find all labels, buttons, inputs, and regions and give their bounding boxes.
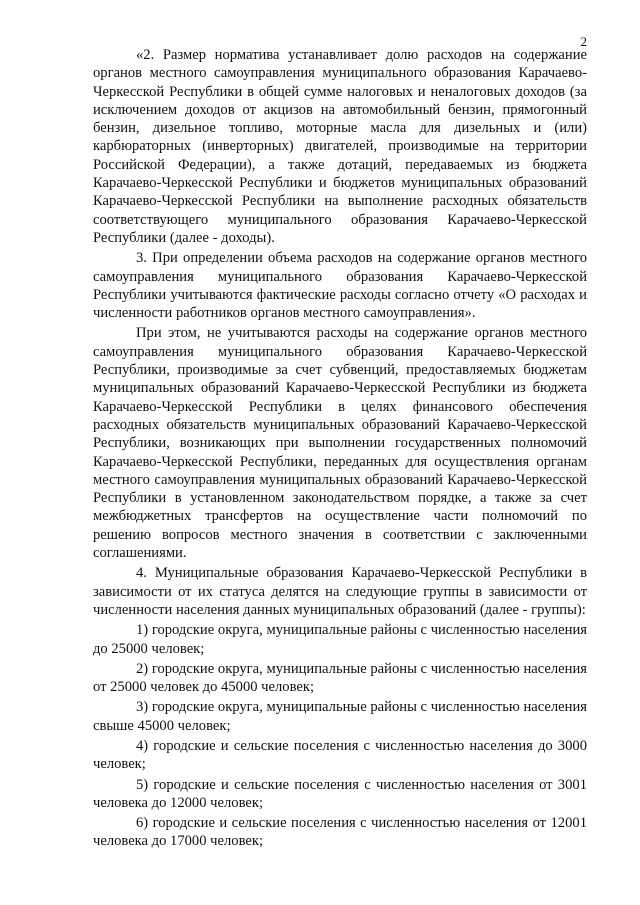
paragraph-exclusions: При этом, не учитываются расходы на содержание органов местного самоуправления муниципального образования Карачаево-Черкесской Республики, производимые за счет субвенций, предоставляемых бюджетам муниципальных образований Карачаево-Черкесской Республики из бюджета Карачаево-Черкесской Республики в целях финансового обеспечения расходных обязательств муниципальных образований Карачаево-Черкесской Республики, возникающих при выполнении государственных полномочий Карачаево-Черкесской Республики, переданных для осуществления органам местного самоуправления муниципальных образований Карачаево-Черкесской Республики в установленном законодательством порядке, а также за счет межбюджетных трансфертов на осуществление части полномочий по решению вопросов местного значения в соответствии с заключенными соглашениями. bbox=[93, 325, 587, 562]
paragraph-expense-volume: 3. При определении объема расходов на содержание органов местного самоуправления муниципального образования Карачаево-Черкесской Республики учитываются фактические расходы согласно отчету «О расходах и численности работников органов местного самоуправления». bbox=[93, 250, 587, 322]
group-item-2: 2) городские округа, муниципальные районы с численностью населения от 25000 человек до 45000 человек; bbox=[93, 660, 587, 696]
group-item-5: 5) городские и сельские поселения с численностью населения от 3001 человека до 12000 человек; bbox=[93, 776, 587, 811]
paragraph-groups-intro: 4. Муниципальные образования Карачаево-Черкесской Республики в зависимости от их статуса делятся на следующие группы в зависимости от численности населения данных муниципальных образований (далее - группы): bbox=[93, 565, 587, 618]
page-number: 2 bbox=[580, 34, 587, 49]
group-item-4: 4) городские и сельские поселения с численностью населения до 3000 человек; bbox=[93, 737, 587, 773]
groups-list bbox=[93, 621, 587, 851]
group-item-6: 6) городские и сельские поселения с численностью населения от 12001 человека до 17000 человек; bbox=[93, 815, 587, 850]
group-item-1: 1) городские округа, муниципальные районы с численностью населения до 25000 человек; bbox=[93, 622, 587, 657]
paragraph-norm-size: «2. Размер норматива устанавливает долю расходов на содержание органов местного самоуправления муниципального образования Карачаево-Черкесской Республики в общей сумме налоговых и неналоговых доходов (за исключением доходов от акцизов на автомобильный бензин, прямогонный бензин, дизельное топливо, моторные масла для дизельных и (или) карбюраторных (инверторных) двигателей, производимые на территории Российской Федерации), а также дотаций, передаваемых из бюджета Карачаево-Черкесской Республики и бюджетов муниципальных образований Карачаево-Черкесской Республики на выполнение расходных обязательств соответствующего муниципального образования Карачаево-Черкесской Республики (далее - доходы). bbox=[93, 47, 587, 246]
document-body bbox=[93, 46, 587, 853]
group-item-3: 3) городские округа, муниципальные районы с численностью населения свыше 45000 человек; bbox=[93, 699, 587, 734]
